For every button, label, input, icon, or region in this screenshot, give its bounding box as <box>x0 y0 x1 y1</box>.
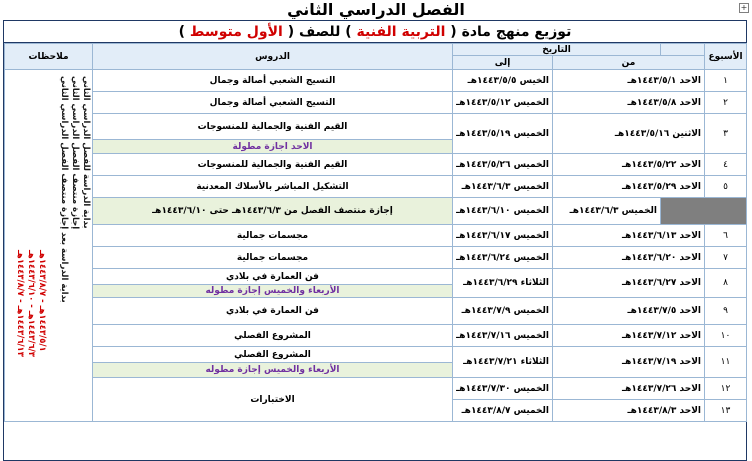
lesson-cell: الاختبارات <box>93 378 453 422</box>
date-from-cell: الاحد ١٤٤٣/٦/٢٧هـ <box>553 269 705 298</box>
subtitle-prefix: توزيع منهج مادة ( <box>450 24 572 40</box>
subtitle <box>4 21 746 43</box>
table-row <box>5 378 747 400</box>
date-from-cell: الاحد ١٤٤٣/٧/١٢هـ <box>553 325 705 347</box>
week-number: ١٣ <box>705 400 747 422</box>
date-to-cell: الخميس ١٤٤٣/٨/٧هـ <box>453 400 553 422</box>
week-number: ٨ <box>705 269 747 298</box>
table-row <box>5 269 747 285</box>
date-to-cell: الخميس ١٤٤٣/٥/١٢هـ <box>453 92 553 114</box>
header-lessons: الدروس <box>93 44 453 70</box>
lesson-cell: القيم الفنية والجمالية للمنسوجات <box>93 114 453 140</box>
note-mid-break: إجازة منتصف الفصل الدراسي الثاني <box>70 76 80 230</box>
curriculum-table <box>4 43 747 422</box>
table-row <box>5 325 747 347</box>
table-row <box>5 70 747 92</box>
table-row <box>5 347 747 363</box>
header-week: الأسبوع <box>705 44 747 70</box>
subtitle-suffix: ) <box>178 24 186 40</box>
lesson-cell: مجسمات جمالية <box>93 225 453 247</box>
table-row <box>5 92 747 114</box>
date-from-cell: الاحد ١٤٤٣/٥/٨هـ <box>553 92 705 114</box>
date-to-cell: الخميس ١٤٤٣/٥/١٩هـ <box>453 114 553 154</box>
mid-break-note: إجازة منتصف الفصل من ١٤٤٣/٦/٣هـ حتى ١٤٤٣/٦/١٠هـ <box>93 198 453 225</box>
table-row <box>5 154 747 176</box>
week-number: ١٢ <box>705 378 747 400</box>
week-number: ١ <box>705 70 747 92</box>
holiday-note: الاحد اجازة مطولة <box>232 141 313 152</box>
note-date-range-1: ١٤٤٣/٥/١هـ - ١٤٤٣/٨/٧هـ <box>37 250 47 352</box>
subtitle-middle: ) للصف ( <box>287 24 352 40</box>
date-from-cell: الاحد ١٤٤٣/٨/٣هـ <box>553 400 705 422</box>
header-to: إلى <box>453 56 553 70</box>
week-number: ٧ <box>705 247 747 269</box>
week-number: ٩ <box>705 298 747 325</box>
lesson-cell: المشروع الفصلي <box>93 325 453 347</box>
lesson-cell: فن العمارة في بلادي <box>93 298 453 325</box>
date-from-cell: الاحد ١٤٤٣/٧/٥هـ <box>553 298 705 325</box>
subtitle-grade: الأول متوسط <box>185 24 288 40</box>
header-spacer <box>661 44 705 56</box>
date-from-cell: الاثنين ١٤٤٣/٥/١٦هـ <box>553 114 705 154</box>
table-row <box>5 247 747 269</box>
date-to-cell: الخميس ١٤٤٣/٦/٢٤هـ <box>453 247 553 269</box>
lesson-cell: التسيج الشعبي أصالة وجمال <box>93 92 453 114</box>
date-to-cell: الخميس ١٤٤٣/٥/٢٦هـ <box>453 154 553 176</box>
date-to-cell: الخميس ١٤٤٣/٦/٣هـ <box>453 176 553 198</box>
lesson-cell: فن العمارة في بلادي <box>93 269 453 285</box>
date-to-cell: الثلاثاء ١٤٤٣/٦/٢٩هـ <box>453 269 553 298</box>
note-after-break: بداية الدراسة بعد إجازة منتصف الفصل الدراسي الثاني <box>59 76 69 303</box>
week-number: ١٠ <box>705 325 747 347</box>
date-to-cell: الخميس ١٤٤٣/٧/١٦هـ <box>453 325 553 347</box>
week-number: ٦ <box>705 225 747 247</box>
date-to-cell: الخميس ١٤٤٣/٧/٩هـ <box>453 298 553 325</box>
date-from-cell: الاحد ١٤٤٣/٥/١هـ <box>553 70 705 92</box>
date-from-cell: الاحد ١٤٤٣/٧/١٩هـ <box>553 347 705 378</box>
table-row <box>5 198 747 225</box>
curriculum-sheet <box>3 20 747 461</box>
date-to-cell: الثلاثاء ١٤٤٣/٧/٢١هـ <box>453 347 553 378</box>
page-title: الفصل الدراسي الثاني <box>287 0 465 19</box>
date-to-cell: الخيس ١٤٤٣/٥/٥هـ <box>453 70 553 92</box>
date-from-cell: الخميس ١٤٤٣/٦/٣هـ <box>553 198 661 225</box>
mid-break-marker <box>661 198 747 225</box>
table-row <box>5 298 747 325</box>
table-row <box>5 225 747 247</box>
date-from-cell: الاحد ١٤٤٣/٦/١٣هـ <box>553 225 705 247</box>
lesson-cell: التشكيل المباشر بالأسلاك المعدنية <box>93 176 453 198</box>
date-to-cell: الخميس ١٤٤٣/٦/١٧هـ <box>453 225 553 247</box>
header-date: التاريخ <box>453 44 661 56</box>
note-date-range-3: ١٤٤٣/٦/١٣هـ - ١٤٤٣/٨/٧هـ <box>15 250 25 357</box>
note-start-semester: بداية الدراسة للفصل الدراسي الثاني <box>81 76 91 229</box>
lesson-cell: التسيج الشعبي أصالة وجمال <box>93 70 453 92</box>
table-row <box>5 114 747 140</box>
holiday-note: الأربعاء والخميس إجازة مطوله <box>205 365 340 375</box>
table-row <box>5 176 747 198</box>
holiday-note: الأربعاء والخميس إجازة مطوله <box>205 286 340 296</box>
lesson-cell: القيم الفنية والجمالية للمنسوجات <box>93 154 453 176</box>
header-from: من <box>553 56 705 70</box>
subtitle-subject: التربية الفنية <box>351 24 451 40</box>
date-to-cell: الخميس ١٤٤٣/٦/١٠هـ <box>453 198 553 225</box>
header-notes: ملاحظات <box>5 44 93 70</box>
notes-cell <box>5 70 93 422</box>
note-date-range-2: ١٤٤٣/٦/٣هـ - ١٤٤٣/٦/١٠هـ <box>26 250 36 357</box>
lesson-cell: المشروع الفصلي <box>93 347 453 363</box>
date-from-cell: الاحد ١٤٤٣/٥/٢٩هـ <box>553 176 705 198</box>
date-from-cell: الاحد ١٤٤٣/٧/٢٦هـ <box>553 378 705 400</box>
move-cross-icon[interactable]: + <box>740 3 748 12</box>
week-number: ٣ <box>705 114 747 154</box>
lesson-cell: مجسمات جمالية <box>93 247 453 269</box>
week-number: ٤ <box>705 154 747 176</box>
week-number: ٢ <box>705 92 747 114</box>
date-from-cell: الاحد ١٤٤٣/٦/٢٠هـ <box>553 247 705 269</box>
date-from-cell: الاحد ١٤٤٣/٥/٢٢هـ <box>553 154 705 176</box>
week-number: ١١ <box>705 347 747 378</box>
week-number: ٥ <box>705 176 747 198</box>
date-to-cell: الخميس ١٤٤٣/٧/٣٠هـ <box>453 378 553 400</box>
